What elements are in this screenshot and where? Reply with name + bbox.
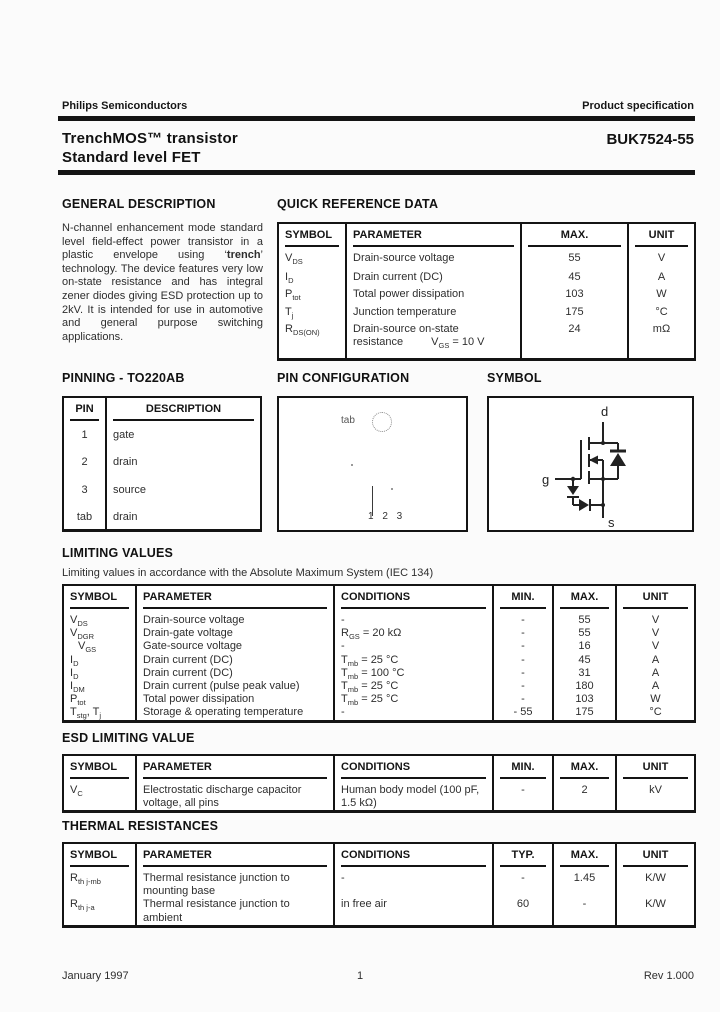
pin-configuration-figure xyxy=(277,396,468,532)
unit-cell: A xyxy=(616,667,695,680)
unit-cell: °C xyxy=(616,706,695,721)
symbol-cell: $I_D$ xyxy=(70,666,79,681)
package-outline-trace xyxy=(351,464,353,466)
table-header-row xyxy=(63,397,261,421)
header-rule-top xyxy=(58,116,695,121)
min-cell: - xyxy=(493,627,553,640)
table-row xyxy=(63,627,695,640)
conditions-cell: $T_{mb} = 100$ °C xyxy=(334,667,493,680)
source-label: s xyxy=(608,515,615,530)
publisher-name: Philips Semiconductors xyxy=(62,100,188,112)
symbol-cell: $T_{stg}$, $T_j$ xyxy=(70,706,102,721)
col-typ: TYP. xyxy=(493,843,553,867)
conditions-cell: Human body model (100 pF, 1.5 kΩ) xyxy=(334,779,493,812)
conditions-cell: - xyxy=(334,867,493,898)
min-cell: - xyxy=(493,609,553,627)
symbol-cell: $T_j$ xyxy=(285,305,294,320)
max-cell: 55 xyxy=(553,627,616,640)
col-pin: PIN xyxy=(63,397,106,421)
title-line-1: TrenchMOS™ transistor xyxy=(62,130,238,147)
unit-cell: V xyxy=(616,609,695,627)
symbol-cell: $R_{DS(ON)}$ xyxy=(285,322,320,338)
quick-reference-heading: QUICK REFERENCE DATA xyxy=(277,197,439,211)
unit-cell: °C xyxy=(628,306,695,323)
symbol-cell: $V_{DS}$ xyxy=(285,252,303,267)
table-row xyxy=(63,898,695,926)
table-header-row xyxy=(278,223,695,247)
table-row xyxy=(63,667,695,680)
col-conditions: CONDITIONS xyxy=(334,585,493,609)
page-number: 1 xyxy=(356,970,364,982)
min-cell: - xyxy=(493,680,553,693)
max-cell: 55 xyxy=(553,609,616,627)
pin-cell: 1 xyxy=(81,429,88,441)
symbol-figure xyxy=(487,396,694,532)
limiting-values-heading: LIMITING VALUES xyxy=(62,546,174,560)
unit-cell: A xyxy=(616,654,695,667)
col-symbol: SYMBOL xyxy=(63,585,136,609)
parameter-cell: Junction temperature xyxy=(346,306,521,323)
parameter-cell: Thermal resistance junction to ambient xyxy=(136,898,334,926)
symbol-cell: $V_{DS}$ xyxy=(70,614,88,629)
mosfet-symbol-drawing xyxy=(489,398,692,530)
col-min: MIN. xyxy=(493,755,553,779)
table-row xyxy=(278,323,695,360)
table-row xyxy=(63,476,261,503)
symbol-cell: $V_{GS}$ xyxy=(78,640,97,655)
parameter-cell: Drain-source voltage xyxy=(346,247,521,271)
footer-date: January 1997 xyxy=(62,970,129,982)
unit-cell: A xyxy=(616,680,695,693)
header-rule-bottom xyxy=(58,170,695,175)
description-bold-word: trench xyxy=(226,249,261,262)
description-cell: gate xyxy=(106,421,261,448)
parameter-cell: Drain current (DC) xyxy=(136,667,334,680)
col-symbol: SYMBOL xyxy=(63,843,136,867)
min-cell: - xyxy=(493,654,553,667)
col-min: MIN. xyxy=(493,585,553,609)
col-max: MAX. xyxy=(521,223,628,247)
package-outline-trace xyxy=(391,488,393,490)
symbol-cell: $I_D$ xyxy=(70,653,79,668)
general-description-heading: GENERAL DESCRIPTION xyxy=(62,197,216,211)
max-cell: 24 xyxy=(521,323,628,360)
max-cell: 175 xyxy=(553,706,616,721)
symbol-cell: $P_{tot}$ xyxy=(70,693,86,708)
description-cell: drain xyxy=(106,503,261,530)
limiting-values-table xyxy=(62,584,696,723)
table-row xyxy=(63,706,695,721)
unit-cell: kV xyxy=(616,779,695,812)
unit-cell: V xyxy=(616,640,695,653)
unit-cell: A xyxy=(628,271,695,288)
pinning-heading: PINNING - TO220AB xyxy=(62,371,185,385)
col-parameter: PARAMETER xyxy=(136,755,334,779)
unit-cell: V xyxy=(628,247,695,271)
max-cell: 55 xyxy=(521,247,628,271)
max-cell: 45 xyxy=(553,654,616,667)
table-header-row xyxy=(63,755,695,779)
parameter-cell: Drain-gate voltage xyxy=(136,627,334,640)
general-description-body xyxy=(62,222,263,344)
table-row xyxy=(63,779,695,812)
table-row xyxy=(63,654,695,667)
max-cell: 16 xyxy=(553,640,616,653)
parameter-cell: Drain-source voltage xyxy=(136,609,334,627)
conditions-cell: $R_{GS} = 20$ kΩ xyxy=(334,627,493,640)
col-unit: UNIT xyxy=(616,843,695,867)
min-cell: - 55 xyxy=(493,706,553,721)
col-max: MAX. xyxy=(553,755,616,779)
conditions-cell: - xyxy=(334,706,493,721)
col-symbol: SYMBOL xyxy=(278,223,346,247)
description-cell: drain xyxy=(106,448,261,475)
parameter-cell: Drain current (DC) xyxy=(346,271,521,288)
conditions-cell: - xyxy=(334,609,493,627)
table-row xyxy=(278,247,695,271)
thermal-heading: THERMAL RESISTANCES xyxy=(62,819,219,833)
symbol-cell: $I_D$ xyxy=(285,270,294,286)
mounting-hole-outline xyxy=(372,412,392,432)
part-number: BUK7524-55 xyxy=(606,131,694,148)
drain-label: d xyxy=(601,404,609,419)
parameter-cell: Storage & operating temperature xyxy=(136,706,334,721)
spec-type: Product specification xyxy=(582,100,694,112)
parameter-cell: Total power dissipation xyxy=(136,693,334,706)
pin-numbers-label: 1 2 3 xyxy=(368,511,406,522)
parameter-cell: Electrostatic discharge capacitor voltage, all pins xyxy=(136,779,334,812)
col-conditions: CONDITIONS xyxy=(334,755,493,779)
title-line-2: Standard level FET xyxy=(62,149,201,166)
description-text-after: ’ technology. The device features very low on-state resistance and has integral zener diodes giving ESD protection up to 2kV. It is intended for use in automotive and general purpose switching applications. xyxy=(62,249,263,343)
col-description: DESCRIPTION xyxy=(106,397,261,421)
pin-cell: tab xyxy=(76,511,93,524)
col-unit: UNIT xyxy=(616,755,695,779)
unit-cell: W xyxy=(616,693,695,706)
col-parameter: PARAMETER xyxy=(346,223,521,247)
table-row xyxy=(63,693,695,706)
unit-cell: W xyxy=(628,288,695,305)
pin-configuration-heading: PIN CONFIGURATION xyxy=(277,371,410,385)
esd-table xyxy=(62,754,696,813)
gate-label: g xyxy=(542,472,550,487)
col-parameter: PARAMETER xyxy=(136,585,334,609)
col-conditions: CONDITIONS xyxy=(334,843,493,867)
pinning-table xyxy=(62,396,262,532)
table-header-row xyxy=(63,585,695,609)
unit-cell: mΩ xyxy=(628,323,695,360)
parameter-cell: Gate-source voltage xyxy=(136,640,334,653)
parameter-cell: Total power dissipation xyxy=(346,288,521,305)
max-cell: 175 xyxy=(521,306,628,323)
condition-text: $V_{GS} = 10$ V xyxy=(431,336,485,351)
max-cell: 31 xyxy=(553,667,616,680)
conditions-cell: - xyxy=(334,640,493,653)
table-row xyxy=(278,288,695,305)
symbol-cell: $R_{th j-a}$ xyxy=(70,898,95,913)
typ-cell: 60 xyxy=(493,898,553,926)
min-cell: - xyxy=(493,667,553,680)
parameter-cell: Drain current (DC) xyxy=(136,654,334,667)
max-cell: 45 xyxy=(521,271,628,288)
col-unit: UNIT xyxy=(616,585,695,609)
table-row xyxy=(63,640,695,653)
pin-cell: 3 xyxy=(81,483,88,496)
table-header-row xyxy=(63,843,695,867)
table-row xyxy=(63,609,695,627)
symbol-cell: $I_{DM}$ xyxy=(70,680,85,695)
max-cell: 1.45 xyxy=(553,867,616,898)
parameter-text: Drain-source on-state resistance xyxy=(353,322,459,349)
max-cell: 103 xyxy=(553,693,616,706)
unit-cell: V xyxy=(616,627,695,640)
quick-reference-table xyxy=(277,222,696,361)
typ-cell: - xyxy=(493,867,553,898)
table-row xyxy=(63,503,261,530)
conditions-cell: $T_{mb} = 25$ °C xyxy=(334,693,493,706)
col-symbol: SYMBOL xyxy=(63,755,136,779)
max-cell: 180 xyxy=(553,680,616,693)
limiting-values-subtitle: Limiting values in accordance with the Absolute Maximum System (IEC 134) xyxy=(62,567,434,579)
min-cell: - xyxy=(493,640,553,653)
tab-label: tab xyxy=(341,415,355,426)
esd-heading: ESD LIMITING VALUE xyxy=(62,731,195,745)
col-unit: UNIT xyxy=(628,223,695,247)
table-row xyxy=(278,306,695,323)
table-row xyxy=(63,867,695,898)
symbol-heading: SYMBOL xyxy=(487,371,542,385)
parameter-cell xyxy=(346,323,521,360)
max-cell: 2 xyxy=(553,779,616,812)
thermal-table xyxy=(62,842,696,928)
min-cell: - xyxy=(493,779,553,812)
symbol-cell: $P_{tot}$ xyxy=(285,288,301,303)
col-parameter: PARAMETER xyxy=(136,843,334,867)
col-max: MAX. xyxy=(553,843,616,867)
conditions-cell: in free air xyxy=(334,898,493,926)
conditions-cell: $T_{mb} = 25$ °C xyxy=(334,654,493,667)
symbol-cell: $R_{th j-mb}$ xyxy=(70,872,101,887)
table-row xyxy=(63,680,695,693)
unit-cell: K/W xyxy=(616,898,695,926)
description-cell: source xyxy=(106,476,261,503)
table-row xyxy=(63,448,261,475)
symbol-cell: $V_{DGR}$ xyxy=(70,627,95,642)
unit-cell: K/W xyxy=(616,867,695,898)
max-cell: 103 xyxy=(521,288,628,305)
symbol-cell: $V_C$ xyxy=(70,784,83,799)
parameter-cell: Thermal resistance junction to mounting base xyxy=(136,867,334,898)
table-row xyxy=(63,421,261,448)
parameter-cell: Drain current (pulse peak value) xyxy=(136,680,334,693)
table-row xyxy=(278,271,695,288)
pin-cell: 2 xyxy=(81,456,88,469)
col-max: MAX. xyxy=(553,585,616,609)
document-title xyxy=(62,129,238,167)
min-cell: - xyxy=(493,693,553,706)
revision-label: Rev 1.000 xyxy=(643,970,694,982)
conditions-cell: $T_{mb} = 25$ °C xyxy=(334,680,493,693)
description-text-before: N-channel enhancement mode standard level field-effect power transistor in a plastic envelope using ‘ xyxy=(62,222,263,262)
max-cell: - xyxy=(553,898,616,926)
